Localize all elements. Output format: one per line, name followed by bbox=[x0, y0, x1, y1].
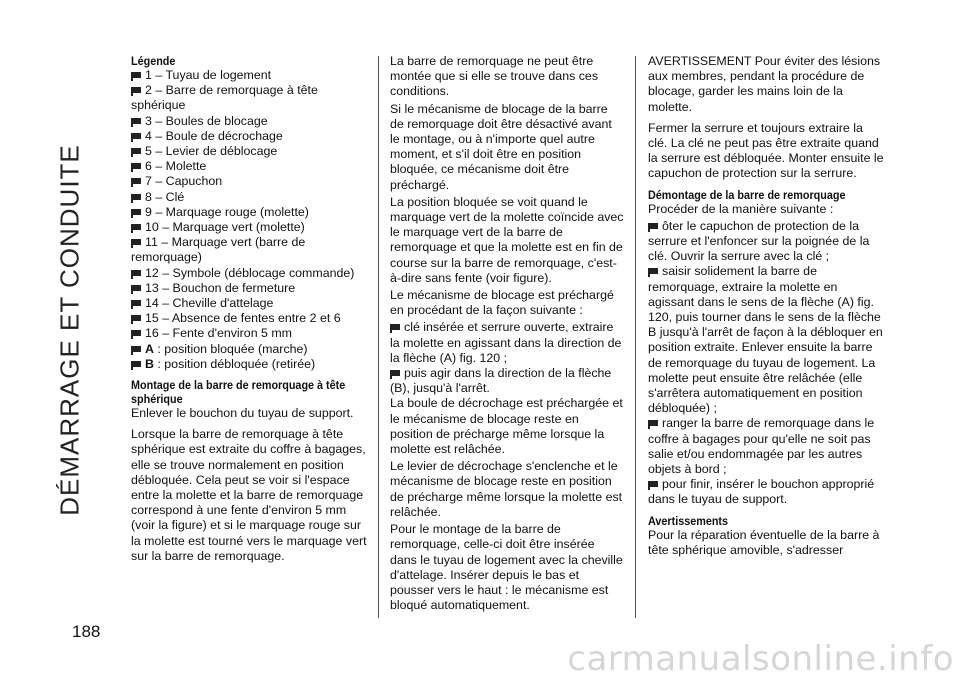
bullet-icon bbox=[131, 209, 141, 215]
legend-text: 4 – Boule de décrochage bbox=[145, 128, 283, 143]
legend-item bbox=[131, 129, 367, 144]
paragraph: Le mécanisme de blocage est préchargé en procédant de la façon suivante : bbox=[390, 288, 614, 318]
legend-item bbox=[131, 296, 367, 311]
legend-text: 14 – Cheville d'attelage bbox=[145, 296, 274, 311]
legend-item bbox=[131, 235, 367, 265]
legend-text: 8 – Clé bbox=[145, 189, 185, 204]
paragraph: Le levier de décrochage s'enclenche et le mécanisme de blocage reste en position de précharge même lorsque la molette est relâchée. bbox=[390, 459, 623, 519]
legend-text: 10 – Marquage vert (molette) bbox=[145, 220, 305, 235]
legend-item bbox=[131, 144, 367, 159]
legend-text: : position bloquée (marche) bbox=[153, 341, 308, 356]
column-divider bbox=[635, 56, 636, 618]
bullet-icon bbox=[131, 163, 141, 169]
legend-text: 5 – Levier de déblocage bbox=[145, 144, 278, 159]
list-item: ranger la barre de remorquage dans le coffre à bagages pour qu'elle ne soit pas salie et/ou endommagée par les autres objets à bord ; bbox=[648, 416, 875, 477]
column-divider bbox=[378, 56, 379, 618]
legend-item bbox=[131, 311, 367, 326]
column-1 bbox=[131, 54, 367, 566]
legend-item bbox=[131, 205, 367, 220]
warning-paragraph: AVERTISSEMENT Pour éviter des lésions aux membres, pendant la procédure de blocage, garder les mains loin de la molette. bbox=[648, 54, 881, 114]
paragraph: Fermer la serrure et toujours extraire la clé. La clé ne peut pas être extraite quand la serrure est débloquée. Monter ensuite le capuchon de protection sur la serrure. bbox=[648, 120, 884, 181]
legend-text: 11 – Marquage vert (barre de remorquage) bbox=[131, 235, 306, 265]
column-3 bbox=[648, 54, 884, 560]
paragraph: La position bloquée se voit quand le marquage vert de la molette coïncide avec le marquage vert de la barre de remorquage et que la molette est en fin de course sur la barre de remorquage, c'est-à-dire sans fente (voir figure). bbox=[390, 194, 624, 285]
bullet-icon bbox=[131, 194, 141, 200]
bullet-icon bbox=[131, 148, 141, 154]
list-item: puis agir dans la direction de la flèche (B), jusqu'à l'arrêt. bbox=[390, 366, 612, 396]
bullet-icon bbox=[131, 361, 141, 367]
bullet-icon bbox=[648, 268, 658, 274]
list-item: ôter le capuchon de protection de la serrure et l'enfoncer sur la poignée de la clé. Ouvrir la serrure avec la clé ; bbox=[648, 218, 870, 264]
bullet-icon bbox=[390, 370, 400, 376]
paragraph: Pour la réparation éventuelle de la barre à tête sphérique amovible, s'adresser bbox=[648, 527, 880, 557]
legend-key: A bbox=[145, 341, 154, 356]
bullet-icon bbox=[131, 346, 141, 352]
page-number: 188 bbox=[72, 622, 101, 641]
legend-item bbox=[131, 220, 367, 235]
paragraph: Procéder de la manière suivante : bbox=[648, 201, 834, 216]
paragraph: Lorsque la barre de remorquage à tête sphérique est extraite du coffre à bagages, elle se trouve normalement en position débloquée. Cela peut se voir si l'espace entre la molette et la barre de remorquage correspond à une fente d'environ 5 mm (voir la figure) et si le marquage rouge sur la molette est tourné vers le marquage vert sur la barre de remorquage. bbox=[131, 427, 367, 563]
bullet-icon bbox=[131, 87, 141, 93]
legend-item bbox=[131, 190, 367, 205]
section-heading-mounting: Montage de la barre de remorquage à tête sphérique bbox=[131, 378, 346, 407]
bullet-icon bbox=[131, 300, 141, 306]
legend-item bbox=[131, 83, 367, 113]
legend-text: 7 – Capuchon bbox=[145, 174, 223, 189]
bullet-icon bbox=[131, 239, 141, 245]
legend-item bbox=[131, 357, 367, 372]
bullet-icon bbox=[648, 223, 658, 229]
chapter-side-title: DÉMARRAGE ET CONDUITE bbox=[54, 144, 85, 516]
bullet-icon bbox=[131, 285, 141, 291]
legend-text: 15 – Absence de fentes entre 2 et 6 bbox=[145, 311, 341, 326]
bullet-icon bbox=[131, 330, 141, 336]
legend-key: B bbox=[145, 356, 154, 371]
paragraph: La barre de remorquage ne peut être montée que si elle se trouve dans ces conditions. bbox=[390, 54, 599, 99]
bullet-icon bbox=[131, 224, 141, 230]
bullet-icon bbox=[131, 72, 141, 78]
bullet-icon bbox=[390, 324, 400, 330]
legend-text: : position débloquée (retirée) bbox=[153, 356, 316, 371]
list-item: saisir solidement la barre de remorquage, extraire la molette en agissant dans le sens de la flèche (A) fig. 120, puis tourner dans le sens de la flèche B jusqu'à l'arrêt de façon à la débloquer en position extraite. Enlever ensuite la barre de remorquage du tuyau de logement. La molette peut ensuite être relâchée (elle s'arrêtera automatiquement en position débloquée) ; bbox=[648, 264, 883, 416]
legend-text: 16 – Fente d'environ 5 mm bbox=[145, 326, 292, 341]
legend-text: 3 – Boules de blocage bbox=[145, 113, 268, 128]
paragraph: Si le mécanisme de blocage de la barre de remorquage doit être désactivé avant le montage, ou à n'importe quel autre moment, et s'il doit être en position bloquée, ce mécanisme doit être préchargé. bbox=[390, 101, 612, 192]
bullet-icon bbox=[131, 315, 141, 321]
legend-list bbox=[131, 68, 367, 372]
bullet-icon bbox=[648, 420, 658, 426]
watermark: carmanualsonline.info bbox=[567, 639, 954, 679]
legend-item bbox=[131, 159, 367, 174]
legend-title: Légende bbox=[131, 54, 176, 68]
column-2 bbox=[390, 54, 624, 615]
list-item: pour finir, insérer le bouchon approprié dans le tuyau de support. bbox=[648, 477, 875, 507]
legend-text: 2 – Barre de remorquage à tête sphérique bbox=[131, 83, 318, 113]
list-item: clé insérée et serrure ouverte, extraire la molette en agissant dans la direction de la flèche (A) fig. 120 ; bbox=[390, 320, 622, 365]
bullet-icon bbox=[131, 270, 141, 276]
legend-text: 1 – Tuyau de logement bbox=[145, 68, 272, 82]
section-heading-warnings: Avertissements bbox=[648, 513, 729, 528]
legend-item bbox=[131, 174, 367, 189]
section-heading-removal: Démontage de la barre de remorquage bbox=[648, 187, 846, 202]
legend-item bbox=[131, 326, 367, 341]
legend-text: 13 – Bouchon de fermeture bbox=[145, 280, 296, 295]
legend-text: 6 – Molette bbox=[145, 159, 207, 174]
bullet-icon bbox=[131, 178, 141, 184]
paragraph: Enlever le bouchon du tuyau de support. bbox=[131, 406, 354, 421]
legend-item bbox=[131, 114, 367, 129]
legend-item bbox=[131, 281, 367, 296]
legend-text: 12 – Symbole (déblocage commande) bbox=[145, 265, 355, 280]
bullet-icon bbox=[131, 118, 141, 124]
bullet-icon bbox=[648, 481, 658, 487]
legend-item bbox=[131, 266, 367, 281]
bullet-icon bbox=[131, 133, 141, 139]
legend-text: 9 – Marquage rouge (molette) bbox=[145, 204, 309, 219]
legend-item bbox=[131, 342, 367, 357]
paragraph: La boule de décrochage est préchargée et le mécanisme de blocage reste en position de précharge même lorsque la molette est relâchée. bbox=[390, 396, 623, 457]
legend-item bbox=[131, 68, 367, 83]
paragraph: Pour le montage de la barre de remorquage, celle-ci doit être insérée dans le tuyau de logement avec la cheville d'attelage. Insérer depuis le bas et pousser vers le haut : le mécanisme est bloqué automatiquement. bbox=[390, 522, 623, 613]
